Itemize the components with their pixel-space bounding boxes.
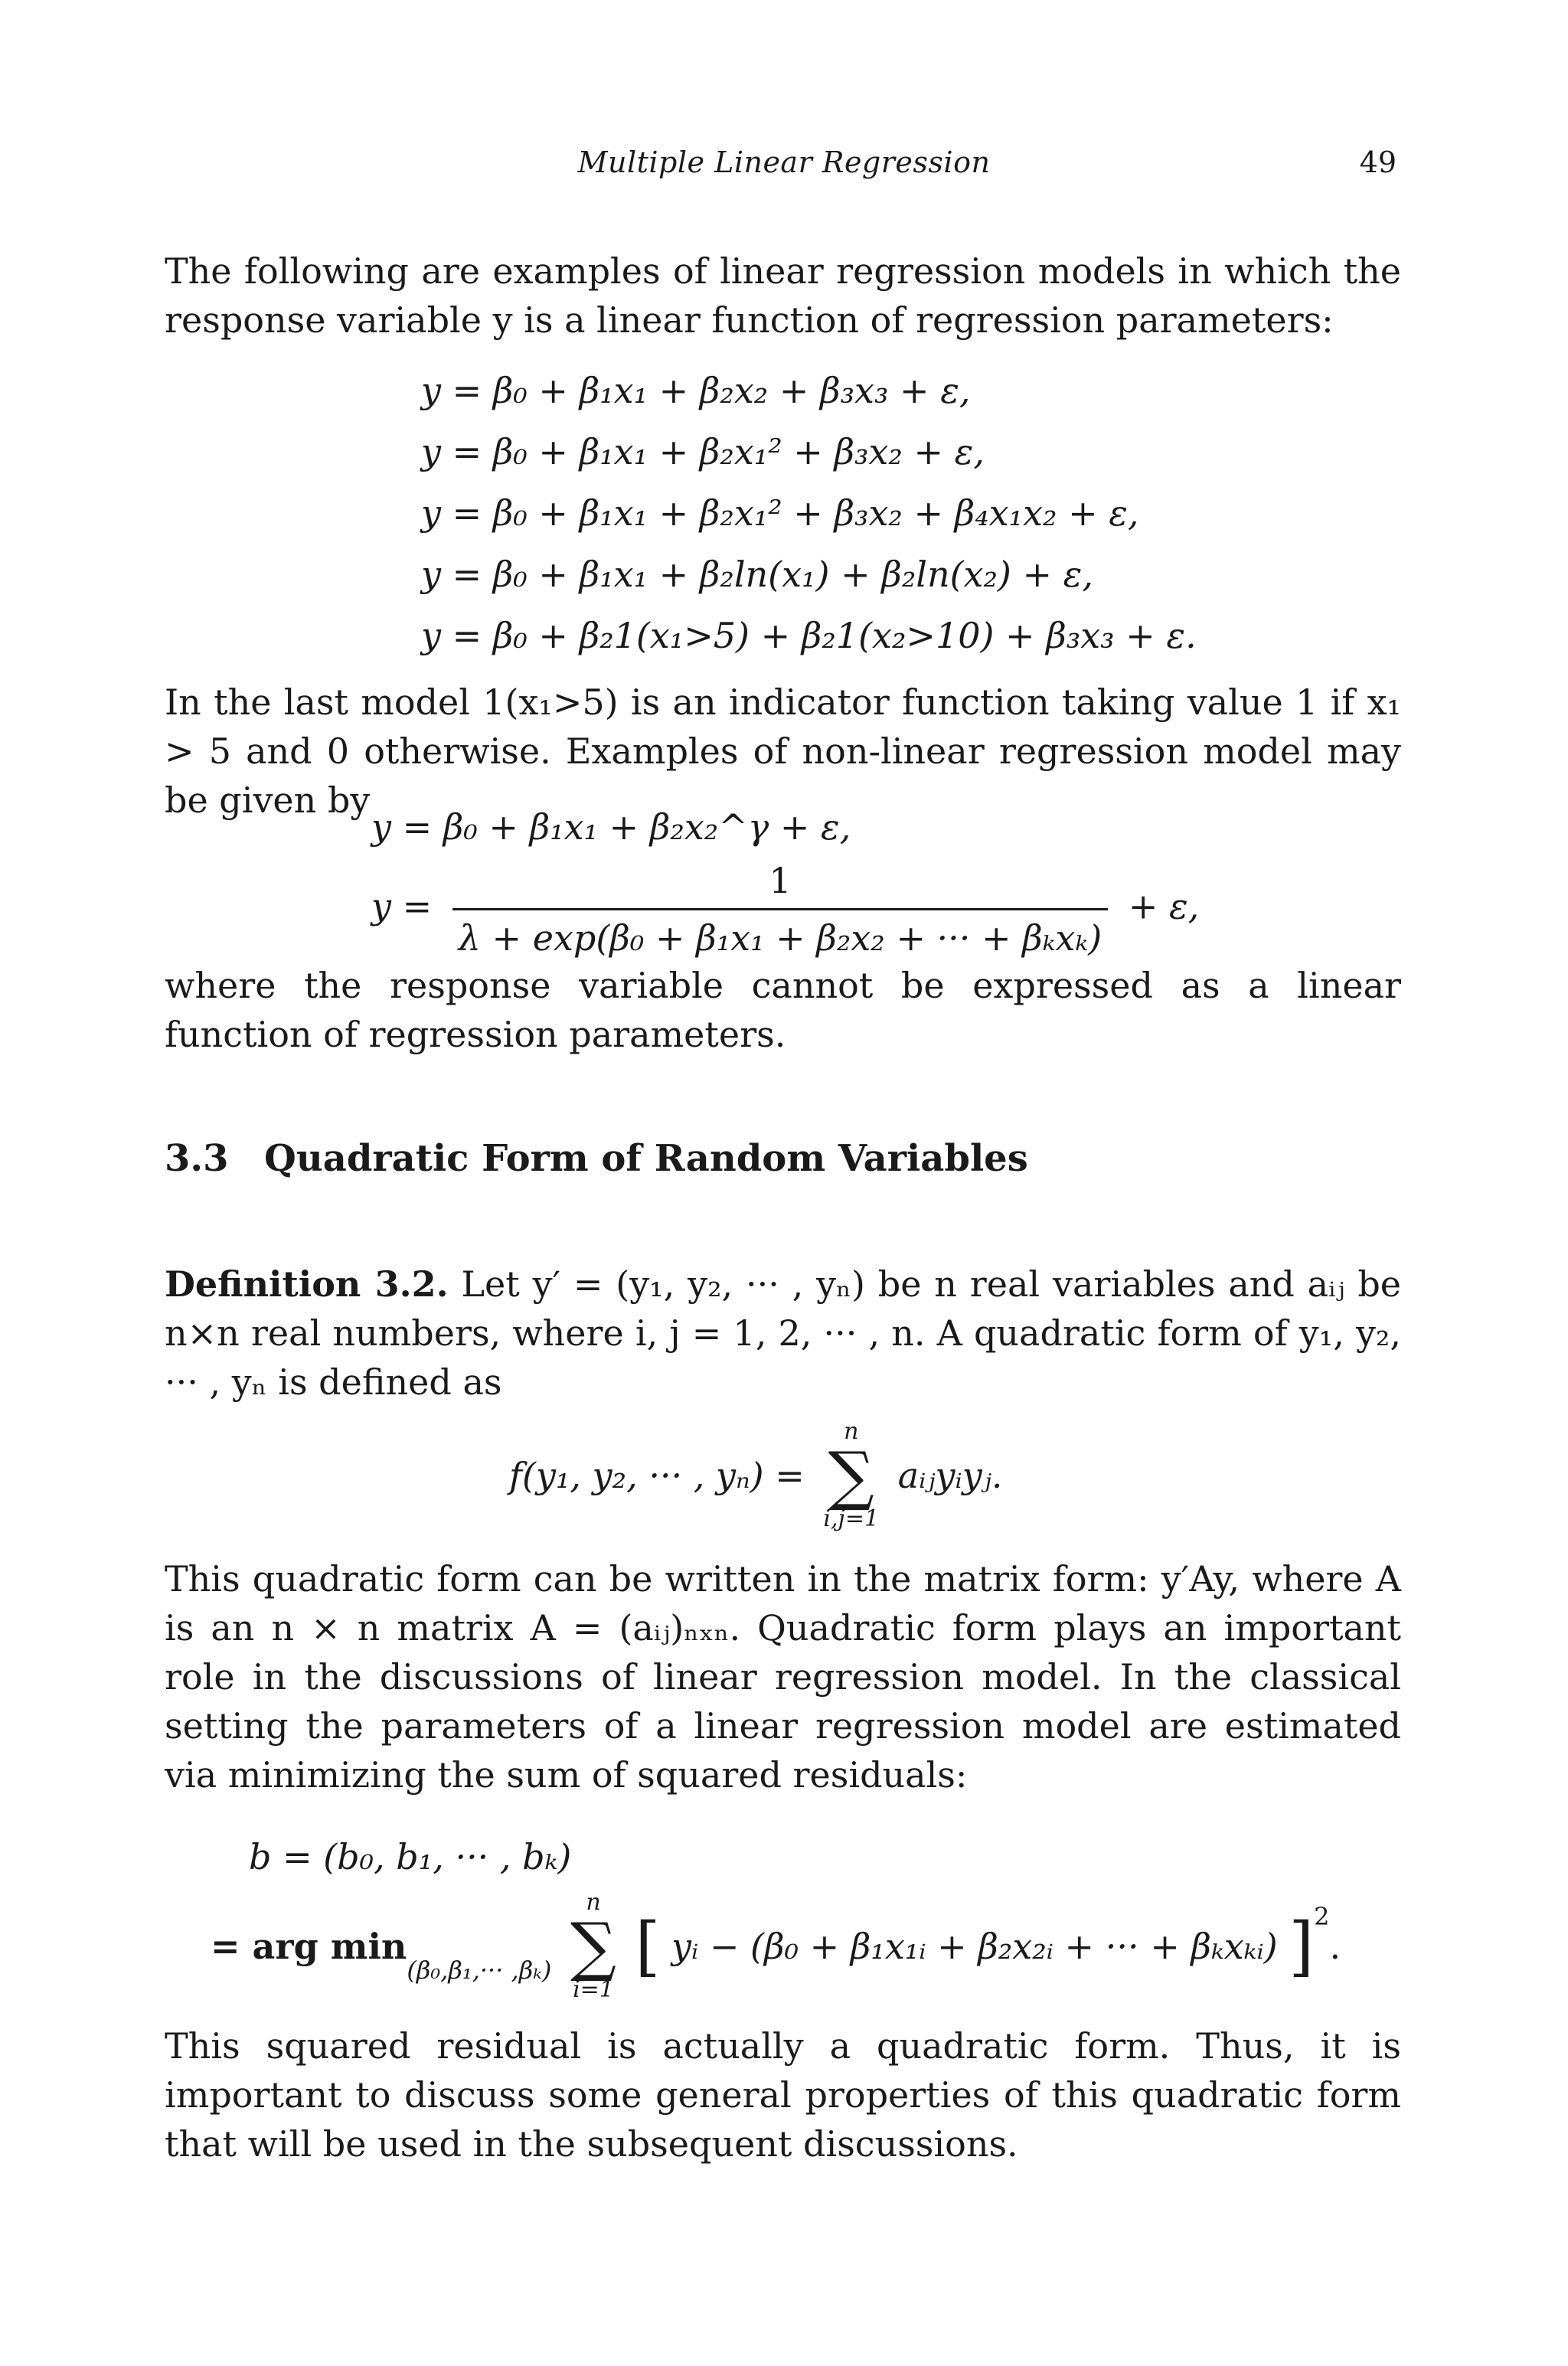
linear-model-2: y = β₀ + β₁x₁ + β₂x₁² + β₃x₂ + ε, bbox=[421, 431, 985, 472]
section-heading bbox=[165, 1137, 1028, 1180]
section-title: Quadratic Form of Random Variables bbox=[264, 1137, 1028, 1180]
fraction bbox=[452, 858, 1108, 961]
quadratic-rhs: aᵢⱼyᵢyⱼ. bbox=[897, 1455, 1003, 1496]
residual-sum-upper-limit: n bbox=[586, 1889, 601, 1916]
sum-lower-limit: i,j=1 bbox=[823, 1505, 880, 1532]
nonlinear-lhs: y = bbox=[371, 885, 433, 927]
quadratic-matrix-paragraph: This quadratic form can be written in the matrix form: y′Ay, where A is an n × n matrix A = (aᵢⱼ)ₙₓₙ. Quadratic form plays an important role in the discussions of linear regression model. In the classical setting the parameters of a linear regression model are estimated via minimizing the sum of squared residuals: bbox=[165, 1558, 1401, 1796]
residual-summation-operator bbox=[570, 1891, 616, 2002]
definition-label: Definition 3.2. bbox=[165, 1263, 449, 1305]
quadratic-lhs: f(y₁, y₂, ··· , yₙ) = bbox=[509, 1455, 805, 1496]
section-number: 3.3 bbox=[165, 1137, 229, 1180]
linear-model-5: y = β₀ + β₂1(x₁>5) + β₂1(x₂>10) + β₃x₃ + ε. bbox=[421, 615, 1197, 656]
definition-paragraph bbox=[165, 1260, 1401, 1407]
left-bracket: [ bbox=[635, 1909, 661, 1984]
linear-model-1: y = β₀ + β₁x₁ + β₂x₂ + β₃x₃ + ε, bbox=[421, 370, 971, 411]
sum-upper-limit: n bbox=[844, 1418, 859, 1445]
nonlinear-models-equations bbox=[371, 796, 1200, 959]
indicator-paragraph: In the last model 1(x₁>5) is an indicator function taking value 1 if x₁ > 5 and 0 otherwise. Examples of non-linear regression model may be given by bbox=[165, 681, 1401, 821]
nonlinear-note-paragraph: where the response variable cannot be expressed as a linear function of regression parameters. bbox=[165, 965, 1401, 1055]
fraction-denominator: λ + exp(β₀ + β₁x₁ + β₂x₂ + ··· + βₖxₖ) bbox=[458, 917, 1102, 959]
argmin-prefix: = arg min bbox=[211, 1926, 407, 1967]
linear-model-4: y = β₀ + β₁x₁ + β₂ln(x₁) + β₂ln(x₂) + ε, bbox=[421, 554, 1093, 595]
residual-expression: yᵢ − (β₀ + β₁x₁ᵢ + β₂x₂ᵢ + ··· + βₖxₖᵢ) bbox=[671, 1926, 1278, 1967]
running-head-title: Multiple Linear Regression bbox=[577, 145, 991, 179]
right-bracket: ] bbox=[1289, 1909, 1315, 1984]
summation-operator bbox=[823, 1420, 879, 1531]
least-squares-line-1 bbox=[249, 1826, 571, 1887]
nonlinear-tail: + ε, bbox=[1128, 885, 1200, 927]
square-power: 2 bbox=[1314, 1902, 1330, 1931]
fraction-numerator: 1 bbox=[452, 858, 1108, 910]
nonlinear-model-power: y = β₀ + β₁x₁ + β₂x₂^γ + ε, bbox=[371, 806, 851, 848]
coefficient-vector: b = (b₀, b₁, ··· , bₖ) bbox=[249, 1836, 572, 1877]
definition-text: Let y′ = (y₁, y₂, ··· , yₙ) be n real variables and aᵢⱼ be n×n real numbers, where i, j = 1, 2, ··· , n. A quadratic form of y₁, y₂, ··· , yₙ is defined as bbox=[165, 1263, 1401, 1403]
page-number: 49 bbox=[1359, 145, 1396, 179]
residual-sum-lower-limit: i=1 bbox=[573, 1976, 614, 2003]
argmin-subscript: (β₀,β₁,··· ,βₖ) bbox=[407, 1956, 552, 1985]
equation-period: . bbox=[1329, 1926, 1341, 1967]
sigma-symbol: ∑ bbox=[828, 1438, 874, 1513]
least-squares-line-2 bbox=[211, 1891, 1341, 2002]
linear-models-equations bbox=[421, 360, 1197, 666]
closing-paragraph: This squared residual is actually a quadratic form. Thus, it is important to discuss some general properties of this quadratic form that will be used in the subsequent discussions. bbox=[165, 2025, 1401, 2165]
quadratic-form-equation bbox=[509, 1420, 1003, 1531]
residual-sigma-symbol: ∑ bbox=[570, 1909, 616, 1984]
intro-paragraph: The following are examples of linear regression models in which the response variable y is a linear function of regression parameters: bbox=[165, 250, 1401, 341]
linear-model-3: y = β₀ + β₁x₁ + β₂x₁² + β₃x₂ + β₄x₁x₂ + ε, bbox=[421, 492, 1139, 534]
nonlinear-model-fraction bbox=[371, 858, 1200, 959]
